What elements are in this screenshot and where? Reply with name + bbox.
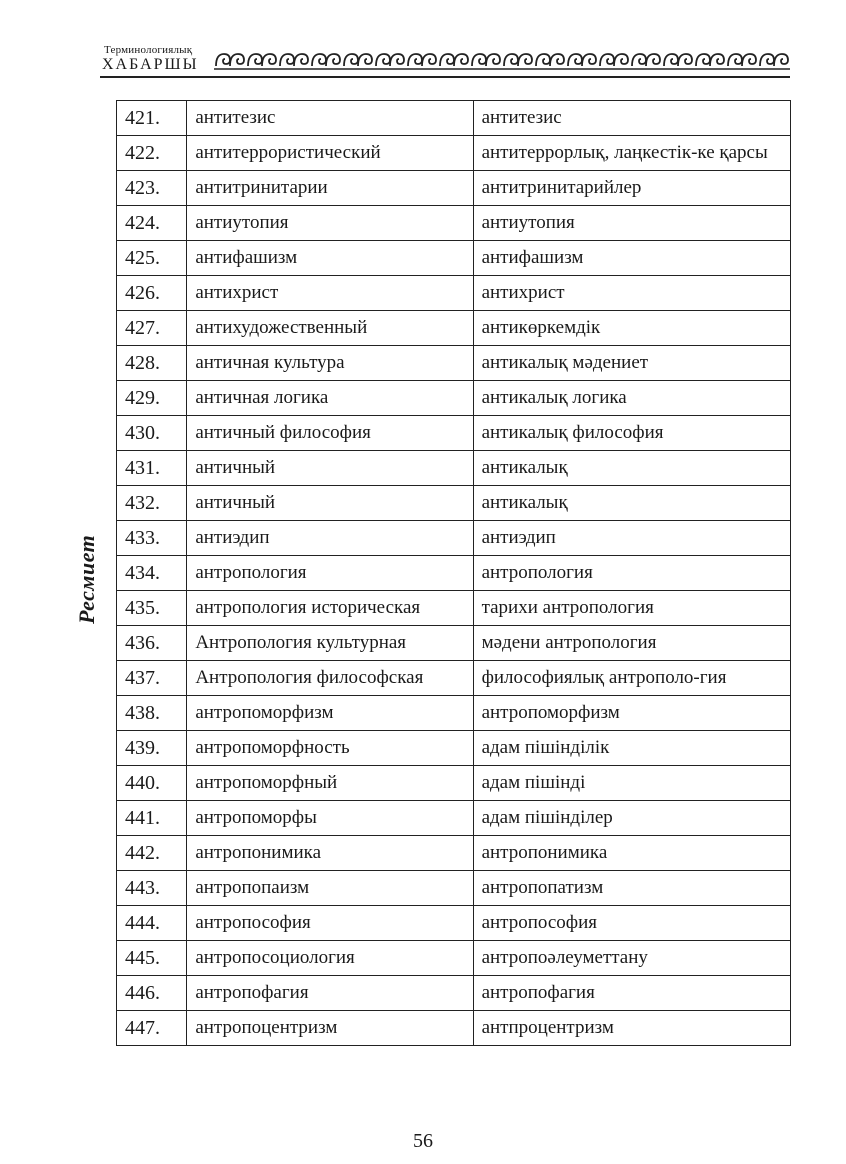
kazakh-term: мәдени антропология — [473, 626, 790, 661]
russian-term: антропопаизм — [187, 871, 473, 906]
kazakh-term: антпроцентризм — [473, 1011, 790, 1046]
section-side-label: Ресмиет — [74, 534, 99, 624]
table-row — [117, 801, 791, 836]
kazakh-term: антитезис — [473, 101, 790, 136]
row-number: 422. — [117, 136, 187, 171]
kazakh-term: антропософия — [473, 906, 790, 941]
russian-term: антропоморфный — [187, 766, 473, 801]
row-number: 428. — [117, 346, 187, 381]
terms-table — [116, 100, 791, 1046]
row-number: 421. — [117, 101, 187, 136]
russian-term: античный — [187, 451, 473, 486]
table-row — [117, 311, 791, 346]
kazakh-term: антифашизм — [473, 241, 790, 276]
table-row — [117, 661, 791, 696]
table-row — [117, 136, 791, 171]
table-row — [117, 171, 791, 206]
table-row — [117, 276, 791, 311]
table-row — [117, 556, 791, 591]
table-row — [117, 976, 791, 1011]
table-row — [117, 451, 791, 486]
kazakh-term: антикалық — [473, 451, 790, 486]
row-number: 427. — [117, 311, 187, 346]
kazakh-term: философиялық антрополо-гия — [473, 661, 790, 696]
row-number: 437. — [117, 661, 187, 696]
russian-term: антитезис — [187, 101, 473, 136]
table-row — [117, 766, 791, 801]
row-number: 424. — [117, 206, 187, 241]
kazakh-term: адам пішінді — [473, 766, 790, 801]
russian-term: антропосоциология — [187, 941, 473, 976]
table-row — [117, 241, 791, 276]
header-rule — [100, 76, 790, 78]
kazakh-term: антикалық логика — [473, 381, 790, 416]
kazakh-term: антропофагия — [473, 976, 790, 1011]
kazakh-term: антиутопия — [473, 206, 790, 241]
russian-term: антропофагия — [187, 976, 473, 1011]
kazakh-term: антикалық мәдениет — [473, 346, 790, 381]
russian-term: античный — [187, 486, 473, 521]
russian-term: антропоморфность — [187, 731, 473, 766]
russian-term: антропология — [187, 556, 473, 591]
russian-term: антропонимика — [187, 836, 473, 871]
row-number: 436. — [117, 626, 187, 661]
table-row — [117, 626, 791, 661]
russian-term: антихудожественный — [187, 311, 473, 346]
kazakh-term: адам пішінділік — [473, 731, 790, 766]
table-row — [117, 101, 791, 136]
table-row — [117, 836, 791, 871]
table-row — [117, 1011, 791, 1046]
row-number: 435. — [117, 591, 187, 626]
row-number: 443. — [117, 871, 187, 906]
russian-term: Антропология философская — [187, 661, 473, 696]
row-number: 441. — [117, 801, 187, 836]
row-number: 429. — [117, 381, 187, 416]
russian-term: антропоцентризм — [187, 1011, 473, 1046]
row-number: 431. — [117, 451, 187, 486]
russian-term: антиэдип — [187, 521, 473, 556]
kazakh-term: антихрист — [473, 276, 790, 311]
row-number: 442. — [117, 836, 187, 871]
row-number: 446. — [117, 976, 187, 1011]
row-number: 426. — [117, 276, 187, 311]
table-row — [117, 381, 791, 416]
row-number: 430. — [117, 416, 187, 451]
kazakh-term: антикалық — [473, 486, 790, 521]
page-number: 56 — [413, 1130, 433, 1152]
table-row — [117, 906, 791, 941]
russian-term: антитринитарии — [187, 171, 473, 206]
journal-title-line1: Терминологиялық — [104, 44, 193, 56]
table-row — [117, 416, 791, 451]
kazakh-term: тарихи антропология — [473, 591, 790, 626]
russian-term: антихрист — [187, 276, 473, 311]
russian-term: антропоморфизм — [187, 696, 473, 731]
row-number: 447. — [117, 1011, 187, 1046]
kazakh-term: адам пішінділер — [473, 801, 790, 836]
row-number: 439. — [117, 731, 187, 766]
table-row — [117, 591, 791, 626]
ornament-border-icon — [214, 48, 790, 72]
running-header — [100, 44, 790, 80]
kazakh-term: антиэдип — [473, 521, 790, 556]
russian-term: антифашизм — [187, 241, 473, 276]
russian-term: античная культура — [187, 346, 473, 381]
row-number: 425. — [117, 241, 187, 276]
table-row — [117, 206, 791, 241]
row-number: 440. — [117, 766, 187, 801]
table-row — [117, 486, 791, 521]
russian-term: антропоморфы — [187, 801, 473, 836]
kazakh-term: антропопатизм — [473, 871, 790, 906]
russian-term: антиутопия — [187, 206, 473, 241]
table-row — [117, 871, 791, 906]
kazakh-term: антропология — [473, 556, 790, 591]
kazakh-term: антитеррорлық, лаңкестік-ке қарсы — [473, 136, 790, 171]
row-number: 423. — [117, 171, 187, 206]
table-row — [117, 941, 791, 976]
kazakh-term: антикалық философия — [473, 416, 790, 451]
row-number: 445. — [117, 941, 187, 976]
kazakh-term: антропоәлеуметтану — [473, 941, 790, 976]
russian-term: античный философия — [187, 416, 473, 451]
russian-term: антропософия — [187, 906, 473, 941]
russian-term: антитеррористический — [187, 136, 473, 171]
kazakh-term: антропонимика — [473, 836, 790, 871]
row-number: 433. — [117, 521, 187, 556]
russian-term: Антропология культурная — [187, 626, 473, 661]
russian-term: античная логика — [187, 381, 473, 416]
journal-title-line2: ХАБАРШЫ — [102, 56, 199, 73]
row-number: 438. — [117, 696, 187, 731]
row-number: 434. — [117, 556, 187, 591]
table-row — [117, 731, 791, 766]
kazakh-term: антикөркемдік — [473, 311, 790, 346]
kazakh-term: антитринитарийлер — [473, 171, 790, 206]
russian-term: антропология историческая — [187, 591, 473, 626]
row-number: 444. — [117, 906, 187, 941]
row-number: 432. — [117, 486, 187, 521]
table-row — [117, 696, 791, 731]
table-row — [117, 346, 791, 381]
kazakh-term: антропоморфизм — [473, 696, 790, 731]
table-row — [117, 521, 791, 556]
